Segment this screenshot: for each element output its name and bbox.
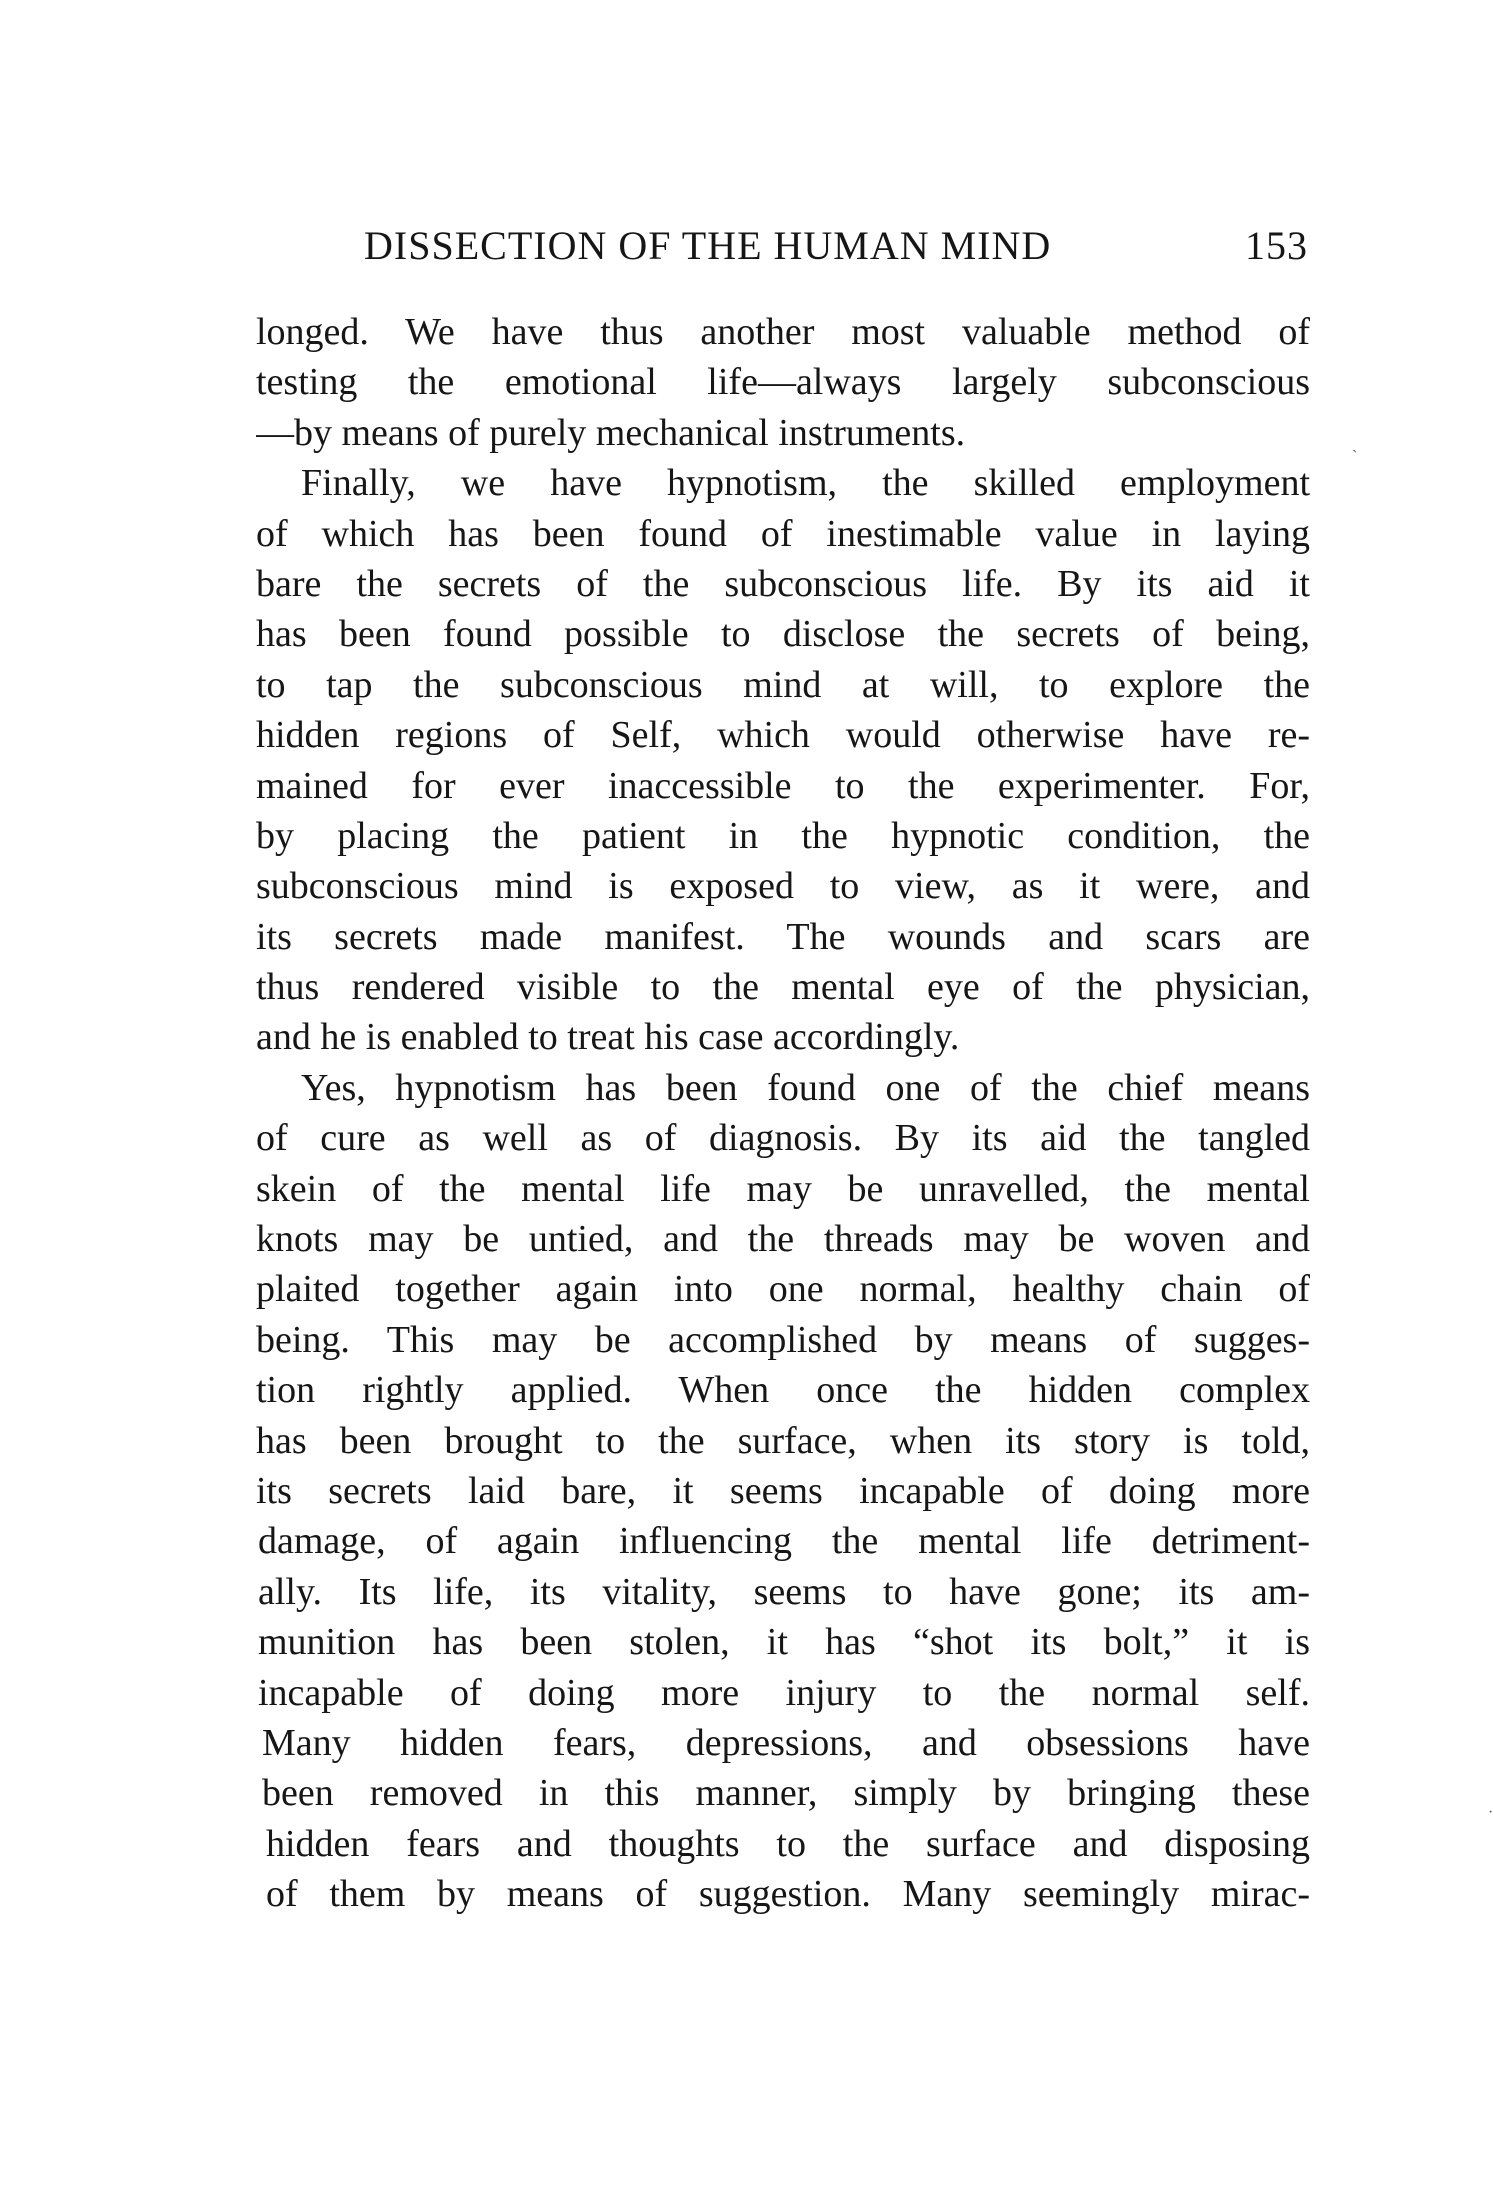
running-head-title: DISSECTION OF THE HUMAN MIND [364,223,1052,268]
text-line: Many hidden fears, depressions, and obsessions have [262,1721,1310,1764]
text-line: ally. Its life, its vitality, seems to have gone; its am- [258,1570,1310,1613]
text-line: skein of the mental life may be unravelled, the mental [256,1167,1310,1210]
text-line: Yes, hypnotism has been found one of the chief means [301,1066,1310,1109]
text-line: to tap the subconscious mind at will, to explore the [256,663,1310,706]
body-text [256,307,1310,1920]
text-line: of cure as well as of diagnosis. By its aid the tangled [256,1117,1310,1160]
text-line: longed. We have thus another most valuable method of [256,311,1310,353]
text-line: hidden regions of Self, which would otherwise have re- [256,714,1310,757]
text-line: its secrets laid bare, it seems incapable of doing more [256,1469,1310,1512]
text-line: Finally, we have hypnotism, the skilled employment [301,462,1310,505]
text-line: being. This may be accomplished by means of sugges- [256,1318,1310,1361]
text-line: —by means of purely mechanical instruments. [256,411,966,454]
text-line: tion rightly applied. When once the hidden complex [256,1369,1310,1412]
text-line: mained for ever inaccessible to the experimenter. For, [256,764,1310,807]
text-line: munition has been stolen, it has “shot its bolt,” it is [258,1621,1310,1664]
text-line: hidden fears and thoughts to the surface and disposing [266,1822,1310,1865]
text-line: bare the secrets of the subconscious life. By its aid it [256,562,1310,605]
scan-speck: ˋ [1352,448,1358,465]
text-line: of which has been found of inestimable value in laying [256,512,1310,555]
text-line: damage, of again influencing the mental life detriment- [258,1520,1310,1563]
text-line: been removed in this manner, simply by bringing these [262,1772,1310,1815]
text-line: plaited together again into one normal, healthy chain of [256,1268,1310,1311]
text-line: incapable of doing more injury to the normal self. [258,1671,1310,1714]
scan-speck: · [1488,1804,1493,1821]
running-head [364,222,1308,278]
text-line: has been brought to the surface, when its story is told, [256,1419,1310,1462]
text-line: its secrets made manifest. The wounds and scars are [256,915,1310,958]
text-line: subconscious mind is exposed to view, as it were, and [256,865,1310,908]
text-line: by placing the patient in the hypnotic condition, the [256,814,1310,857]
text-line: has been found possible to disclose the secrets of being, [256,613,1310,656]
text-line: thus rendered visible to the mental eye of the physician, [256,966,1310,1009]
page-number: 153 [1245,223,1308,268]
text-line: knots may be untied, and the threads may be woven and [256,1218,1310,1261]
text-line: and he is enabled to treat his case accordingly. [256,1016,960,1059]
text-line: testing the emotional life—always largely subconscious [256,361,1310,404]
text-line: of them by means of suggestion. Many seemingly mirac- [266,1873,1310,1916]
